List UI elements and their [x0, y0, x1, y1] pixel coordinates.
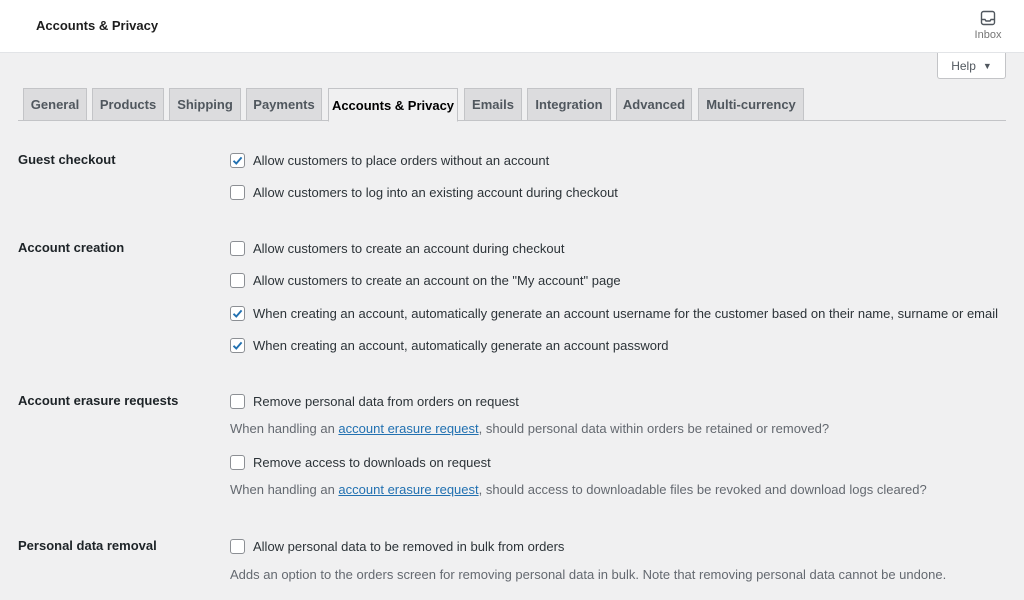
- checkbox[interactable]: [230, 539, 245, 554]
- checkbox[interactable]: [230, 185, 245, 200]
- tab-label: Products: [99, 97, 157, 112]
- top-header-bar: [0, 0, 1024, 53]
- help-button[interactable]: [937, 53, 1006, 79]
- tab-multi-currency[interactable]: [698, 88, 804, 121]
- settings-tabs: [18, 88, 1006, 121]
- erasure-requests-label: Account erasure requests: [18, 393, 179, 408]
- tab-emails[interactable]: [464, 88, 522, 121]
- option-label: Remove access to downloads on request: [253, 454, 491, 470]
- tab-advanced[interactable]: [616, 88, 692, 121]
- checkbox[interactable]: [230, 455, 245, 470]
- checkbox[interactable]: [230, 273, 245, 288]
- option-create-my-account[interactable]: [230, 272, 621, 288]
- checkbox[interactable]: [230, 394, 245, 409]
- option-label: Allow customers to create an account on the "My account" page: [253, 272, 621, 288]
- checkbox[interactable]: [230, 241, 245, 256]
- tab-label: Payments: [253, 97, 315, 112]
- description-text: , should access to downloadable files be revoked and download logs cleared?: [478, 482, 927, 497]
- guest-checkout-label: Guest checkout: [18, 152, 116, 167]
- checkbox[interactable]: [230, 153, 245, 168]
- personal-data-removal-label: Personal data removal: [18, 538, 157, 553]
- tab-label: Multi-currency: [706, 97, 796, 112]
- option-login-during-checkout[interactable]: [230, 184, 618, 200]
- tab-label: Advanced: [622, 97, 686, 112]
- inbox-label: Inbox: [974, 29, 1002, 41]
- option-label: Allow customers to log into an existing account during checkout: [253, 184, 618, 200]
- option-label: When creating an account, automatically generate an account password: [253, 337, 669, 353]
- bulk-removal-description: Adds an option to the orders screen for removing personal data in bulk. Note that removing personal data cannot be undone.: [230, 567, 947, 582]
- inbox-button[interactable]: [966, 8, 1010, 48]
- option-label: Allow personal data to be removed in bulk from orders: [253, 538, 565, 554]
- help-label: Help: [951, 58, 976, 73]
- option-label: When creating an account, automatically generate an account username for the customer based on their name, surname or email: [253, 305, 999, 321]
- description-text: When handling an: [230, 482, 339, 497]
- page-title: Accounts & Privacy: [36, 18, 159, 33]
- tab-label: Emails: [472, 97, 514, 112]
- description-text: When handling an: [230, 421, 339, 436]
- erasure-orders-description: [230, 421, 829, 436]
- tab-label: Shipping: [177, 97, 233, 112]
- inbox-icon: [980, 10, 996, 26]
- description-text: , should personal data within orders be retained or removed?: [478, 421, 830, 436]
- checkmark-icon: [231, 154, 244, 167]
- option-bulk-removal[interactable]: [230, 538, 564, 554]
- option-remove-download-access[interactable]: [230, 454, 491, 470]
- option-label: Allow customers to place orders without an account: [253, 152, 550, 168]
- checkmark-icon: [231, 339, 244, 352]
- option-remove-order-data[interactable]: [230, 393, 519, 409]
- tab-general[interactable]: [23, 88, 87, 121]
- option-create-during-checkout[interactable]: [230, 240, 564, 256]
- tab-accounts-privacy[interactable]: [328, 88, 458, 122]
- option-guest-orders[interactable]: [230, 152, 549, 168]
- tab-label: General: [30, 97, 80, 112]
- account-creation-label: Account creation: [18, 240, 125, 255]
- erasure-downloads-description: [230, 482, 927, 497]
- option-generate-password[interactable]: [230, 337, 669, 353]
- tab-label: Integration: [535, 97, 603, 112]
- checkmark-icon: [231, 307, 244, 320]
- tab-products[interactable]: [92, 88, 164, 121]
- tab-shipping[interactable]: [169, 88, 241, 121]
- tab-payments[interactable]: [246, 88, 322, 121]
- tab-label: Accounts & Privacy: [331, 97, 455, 113]
- option-label: Remove personal data from orders on request: [253, 393, 519, 409]
- option-label: Allow customers to create an account during checkout: [253, 240, 565, 256]
- tab-integration[interactable]: [527, 88, 611, 121]
- checkbox[interactable]: [230, 306, 245, 321]
- checkbox[interactable]: [230, 338, 245, 353]
- account-erasure-request-link[interactable]: account erasure request: [338, 482, 479, 497]
- account-erasure-request-link[interactable]: account erasure request: [338, 421, 479, 436]
- caret-down-icon: ▼: [982, 60, 992, 71]
- option-generate-username[interactable]: [230, 305, 998, 321]
